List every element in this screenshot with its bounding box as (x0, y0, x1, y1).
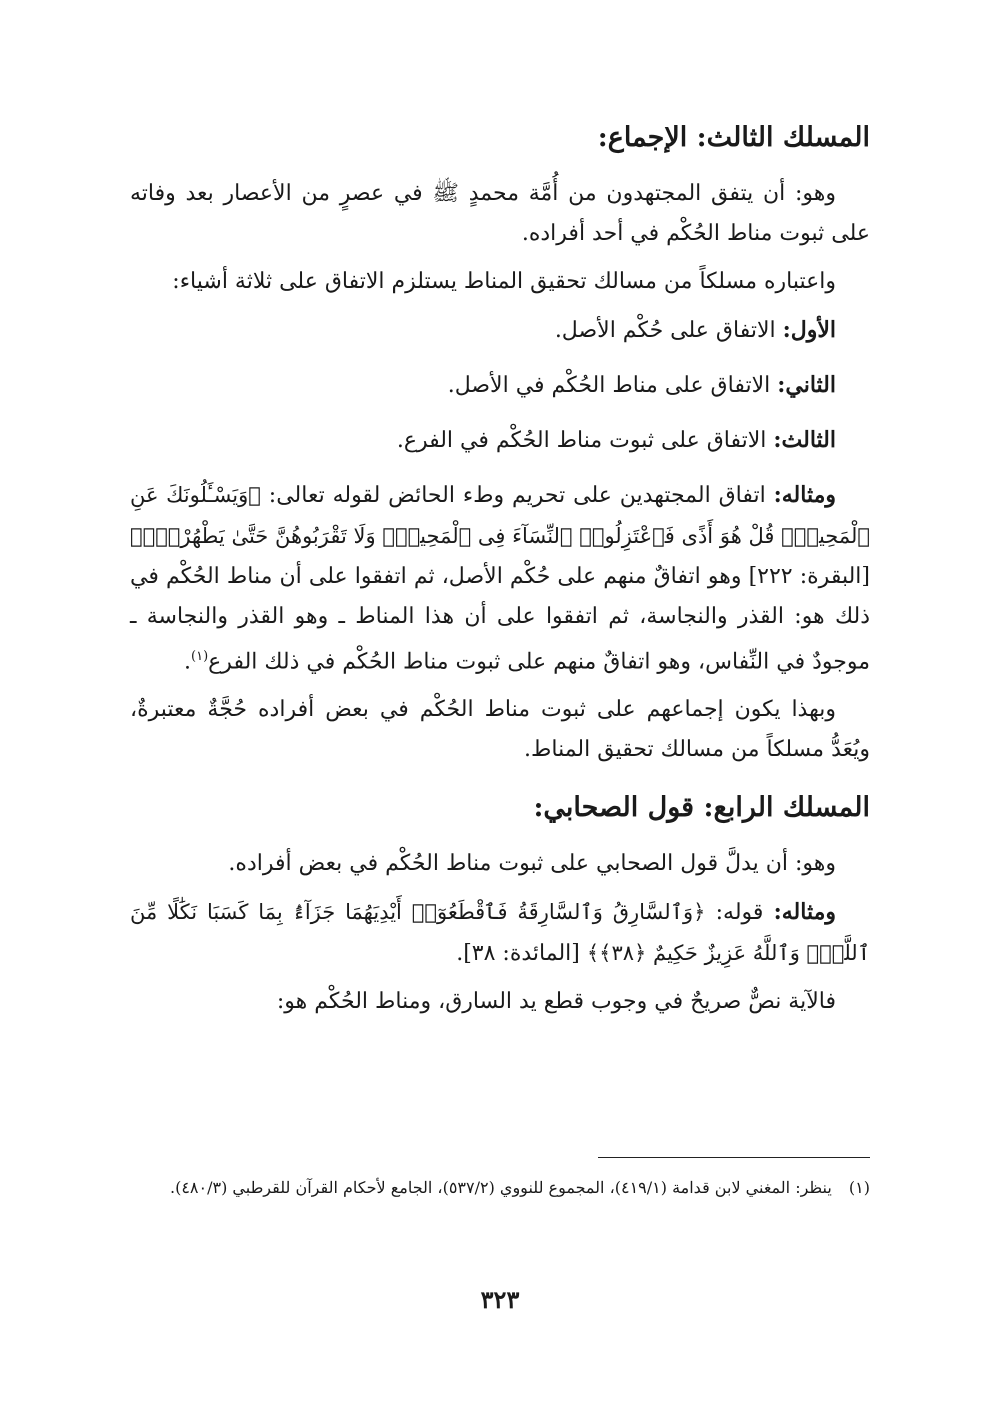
heading-title: قول الصحابي: (533, 792, 695, 824)
quran-verse: ﴿وَيَسْـَٔلُونَكَ عَنِ ٱلْمَحِيضِۖ قُلْ هُوَ أَذًى فَٱعْتَزِلُوا۟ ٱلنِّسَآءَ فِى ٱلْمَحِيضِۖ وَلَا تَقْرَبُوهُنَّ حَتَّىٰ يَطْهُرْنَۖ﴾ (130, 483, 870, 548)
heading-title: الإجماع: (597, 122, 688, 153)
example-intro: قوله: (715, 900, 764, 926)
item-label: الأول: (782, 317, 836, 343)
paragraph-example-sahabi (130, 892, 870, 974)
page-number: ٣٢٣ (480, 1285, 520, 1314)
list-item-first (130, 310, 870, 351)
book-page (130, 100, 870, 1400)
example-label: ومثاله: (773, 899, 837, 926)
example-label: ومثاله: (773, 482, 836, 508)
paragraph-conclusion: وبهذا يكون إجماعهم على ثبوت مناط الحُكْم في بعض أفراده حُجَّةٌ معتبرةٌ، ويُعَدُّ مسلكاً من مسالك تحقيق المناط. (130, 697, 870, 763)
paragraph-requirements: واعتباره مسلكاً من مسالك تحقيق المناط يستلزم الاتفاق على ثلاثة أشياء: (172, 269, 836, 294)
footnote-number: (١) (848, 1178, 870, 1197)
item-text: الاتفاق على حُكْم الأصل. (554, 318, 776, 343)
heading-prefix: المسلك الرابع: (703, 792, 870, 824)
example-rest: [المائدة: ٣٨]. (456, 941, 580, 967)
item-text: الاتفاق على مناط الحُكْم في الأصل. (447, 373, 771, 398)
example-intro: اتفاق المجتهدين على تحريم وطء الحائض لقوله تعالى: (268, 483, 766, 508)
example-rest: [البقرة: ٢٢٢] وهو اتفاقٌ منهم على حُكْم الأصل، ثم اتفقوا على أن مناط الحُكْم في ذلك هو: القذر والنجاسة، ثم اتفقوا على أن هذا المناط ـ وهو القذر والنجاسة ـ موجودٌ في النِّفاس، وهو اتفاقٌ منهم على ثبوت مناط الحُكْم في ذلك الفرع (130, 564, 870, 675)
list-item-second (130, 365, 870, 406)
paragraph-verse-analysis: فالآية نصٌّ صريحٌ في وجوب قطع يد السارق، ومناط الحُكْم هو: (276, 989, 836, 1015)
item-label: الثالث: (773, 427, 836, 453)
paragraph-definition-sahabi: وهو: أن يدلَّ قول الصحابي على ثبوت مناط الحُكْم في بعض أفراده. (228, 851, 836, 877)
paragraph-example-ijma (130, 475, 870, 682)
footnote-reference: (١) (191, 649, 209, 664)
paragraph-definition: وهو: أن يتفق المجتهدون من أُمَّة محمدٍ ﷺ في عصرٍ من الأعصار بعد وفاته على ثبوت مناط الحُكْم في أحد أفراده. (130, 181, 870, 246)
heading-prefix: المسلك الثالث: (696, 122, 870, 153)
item-text: الاتفاق على ثبوت مناط الحُكْم في الفرع. (396, 428, 767, 453)
item-label: الثاني: (777, 372, 836, 398)
footnote-text: ينظر: المغني لابن قدامة (٤١٩/١)، المجموع للنووي (٥٣٧/٢)، الجامع لأحكام القرآن للقرطبي (٤٨٠/٣). (169, 1178, 832, 1197)
footnote-divider (598, 1157, 870, 1158)
quran-verse: ﴿وَٱلسَّارِقُ وَٱلسَّارِقَةُ فَٱقْطَعُوٓا۟ أَيْدِيَهُمَا جَزَآءًۢ بِمَا كَسَبَا نَكَٰلًا مِّنَ ٱللَّهِۗ وَٱللَّهُ عَزِيزٌ حَكِيمٌ ﴿٣٨﴾﴾ (130, 900, 870, 966)
list-item-third (130, 420, 870, 461)
footnote (130, 1172, 870, 1204)
example-end: . (184, 649, 192, 675)
section-heading-sahabi (130, 788, 870, 828)
section-heading-ijma (130, 118, 870, 158)
